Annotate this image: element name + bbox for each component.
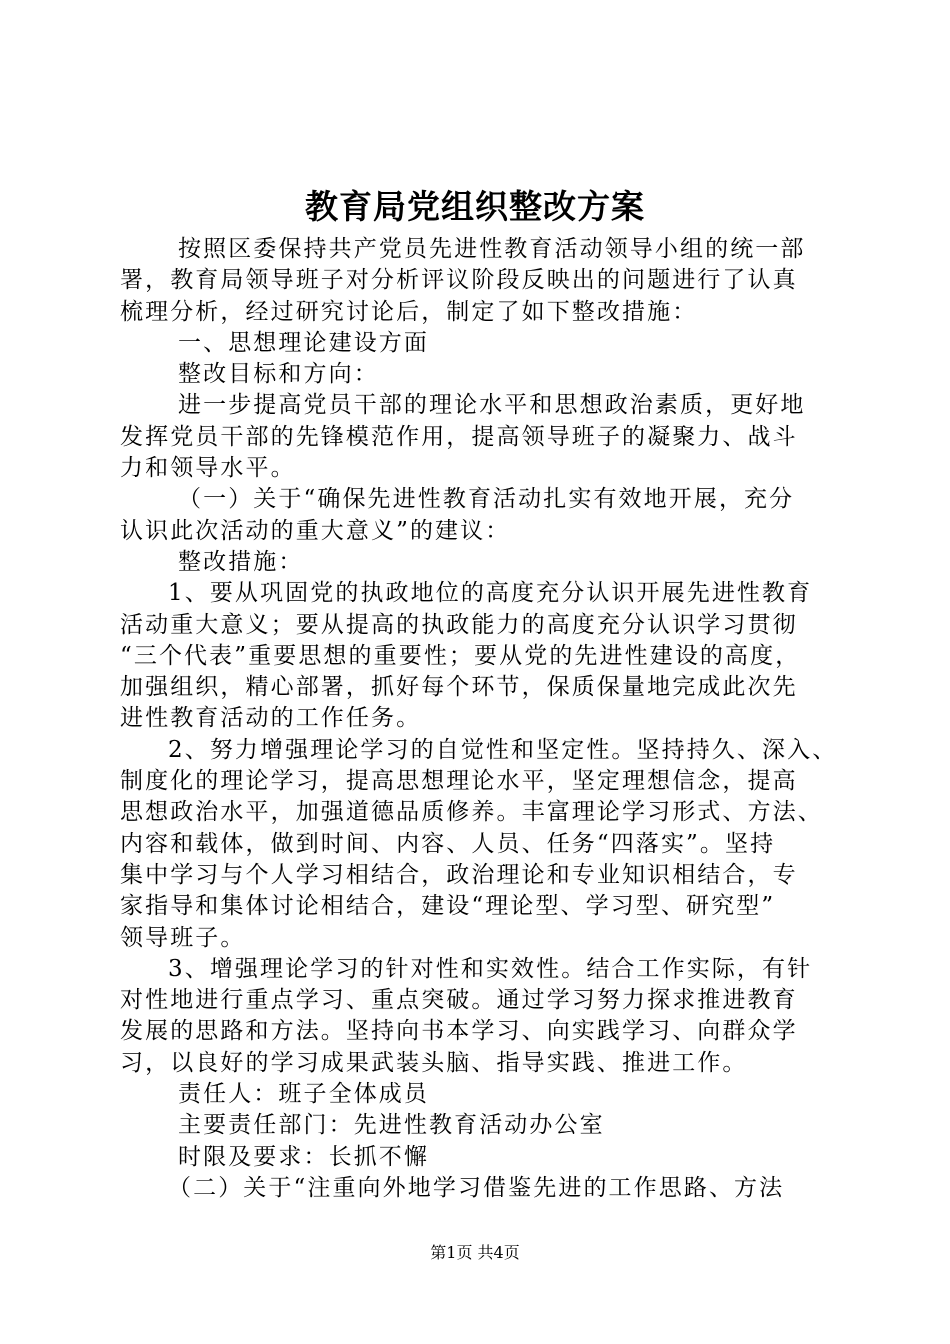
paragraph-line: “三个代表”重要思想的重要性；要从党的先进性建设的高度， [120,642,801,669]
paragraph-line: 进一步提高党员干部的理论水平和思想政治素质，更好地 [178,392,806,419]
deadline-line: 时限及要求：长抓不懈 [178,1143,429,1170]
document-body [120,234,838,1204]
paragraph-line: 思想政治水平，加强道德品质修养。丰富理论学习形式、方法、 [120,799,823,826]
paragraph-line: 按照区委保持共产党员先进性教育活动领导小组的统一部 [178,236,806,262]
paragraph-line: 对性地进行重点学习、重点突破。通过学习努力探求推进教育 [120,987,798,1014]
responsible-department-line: 主要责任部门：先进性教育活动办公室 [178,1112,605,1139]
paragraph-line: 2、努力增强理论学习的自觉性和坚定性。坚持持久、深入、 [168,736,838,763]
section-heading: 一、思想理论建设方面 [178,329,429,356]
paragraph-line: 习，以良好的学习成果武装头脑、指导实践、推进工作。 [120,1049,748,1076]
subheading-line: 整改目标和方向： [178,361,379,388]
paragraph-line: （二）关于“注重向外地学习借鉴先进的工作思路、方法 [168,1174,785,1201]
paragraph-line: 家指导和集体讨论相结合，建设“理论型、学习型、研究型” [120,893,776,920]
paragraph-line: （一）关于“确保先进性教育活动扎实有效地开展，充分 [178,486,795,513]
paragraph-line: 活动重大意义；要从提高的执政能力的高度充分认识学习贯彻 [120,611,798,638]
paragraph-line: 3、增强理论学习的针对性和实效性。结合工作实际，有针 [168,955,813,982]
paragraph-line: 力和领导水平。 [120,455,296,482]
paragraph-line: 加强组织，精心部署，抓好每个环节，保质保量地完成此次先 [120,674,798,701]
paragraph-line: 领导班子。 [120,924,246,951]
paragraph-line: 认识此次活动的重大意义”的建议： [120,517,511,544]
document-title: 教育局党组织整改方案 [305,187,645,226]
paragraph-line: 发挥党员干部的先锋模范作用，提高领导班子的凝聚力、战斗 [120,423,798,450]
paragraph-line: 发展的思路和方法。坚持向书本学习、向实践学习、向群众学 [120,1018,798,1045]
paragraph-line: 进性教育活动的工作任务。 [120,705,422,732]
page-footer: 第1页 共4页 [430,1243,520,1262]
paragraph-line: 署，教育局领导班子对分析评议阶段反映出的问题进行了认真 [120,267,798,294]
paragraph-line: 内容和载体，做到时间、内容、人员、任务“四落实”。坚持 [120,830,776,857]
subheading-line: 整改措施： [178,548,304,575]
paragraph-line: 梳理分析，经过研究讨论后，制定了如下整改措施： [120,298,698,325]
paragraph-line: 集中学习与个人学习相结合，政治理论和专业知识相结合，专 [120,861,798,888]
paragraph-line: 制度化的理论学习，提高思想理论水平，坚定理想信念，提高 [120,768,798,795]
responsible-person-line: 责任人：班子全体成员 [178,1081,429,1108]
paragraph-line: 1、要从巩固党的执政地位的高度充分认识开展先进性教育 [168,580,813,607]
